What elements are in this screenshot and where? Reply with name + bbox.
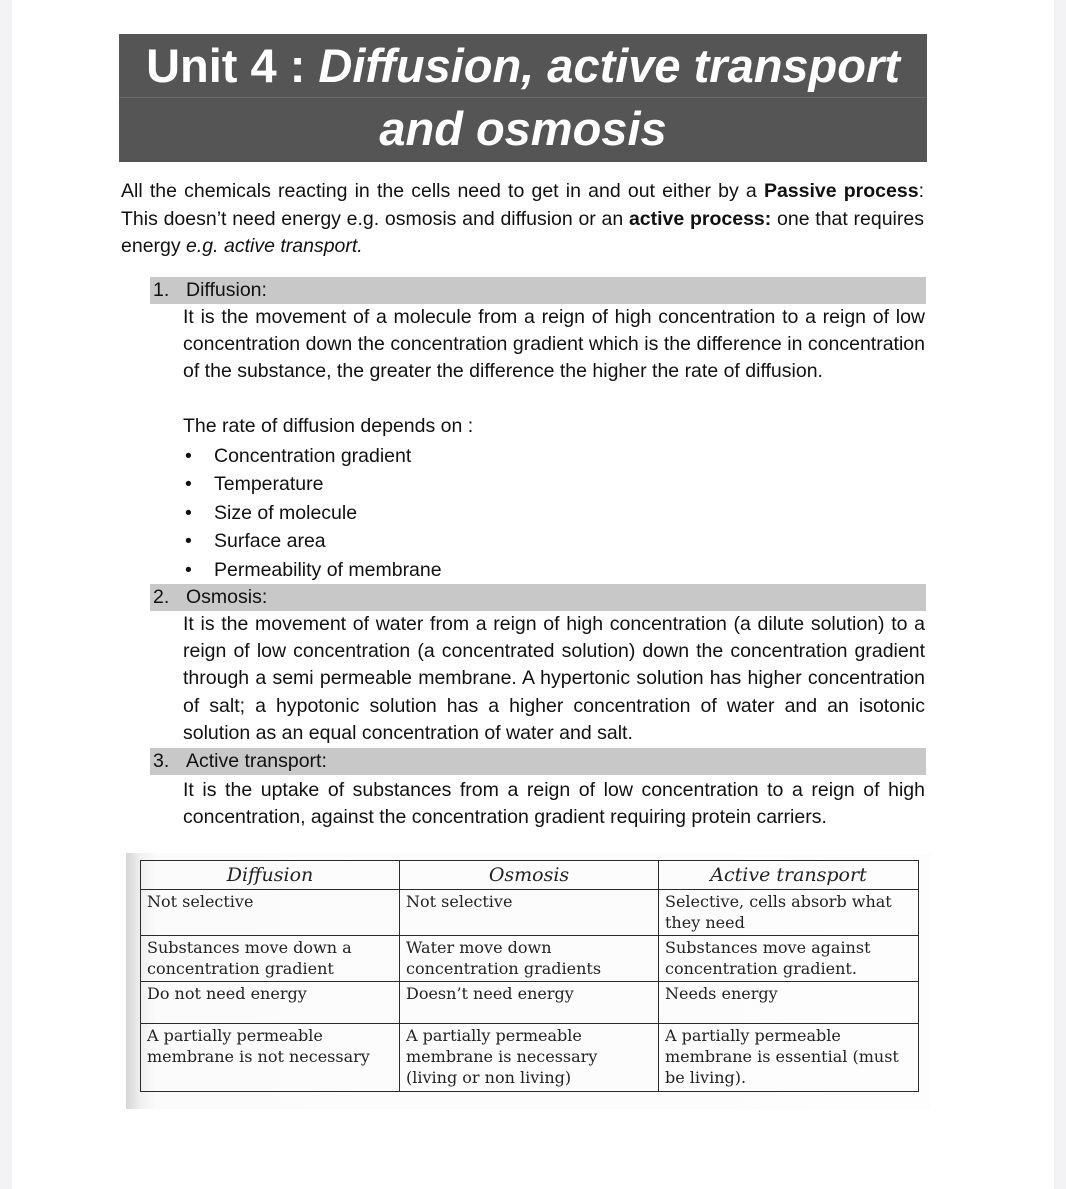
table-row [141, 982, 919, 1024]
rate-of-diffusion-intro: The rate of diffusion depends on : [183, 415, 474, 437]
section-title: Diffusion: [186, 279, 267, 301]
unit-title-topic: Diffusion, active transport [318, 39, 900, 92]
section-title: Active transport: [186, 750, 327, 772]
intro-text-1: All the chemicals reacting in the cells need to get in and out either by a [121, 180, 764, 202]
comparison-table [140, 860, 919, 1092]
intro-text-2: : This doesn’t need energy e.g. osmosis and diffusion or an [121, 180, 924, 230]
table-cell: A partially permeable membrane is necessary (living or non living) [400, 1024, 659, 1092]
intro-passive-process: Passive process [763, 180, 919, 202]
intro-paragraph [121, 178, 924, 261]
intro-text-3: one that requires energy [121, 207, 924, 257]
list-item-text: Size of molecule [214, 501, 358, 524]
table-row [141, 936, 919, 982]
bullet-icon: • [185, 501, 192, 524]
intro-active-process: active process: [628, 207, 772, 230]
column-header-osmosis: Osmosis [400, 861, 659, 890]
bullet-icon: • [185, 558, 192, 581]
list-item [183, 499, 442, 527]
intro-example: e.g. active transport. [186, 235, 363, 257]
bullet-icon: • [185, 473, 192, 496]
bullet-icon: • [185, 445, 192, 467]
unit-title-line-1 [119, 34, 927, 98]
table-cell: A partially permeable membrane is not necessary [141, 1024, 400, 1092]
table-cell: Not selective [141, 890, 400, 936]
diffusion-factors-list [183, 442, 442, 584]
list-item [183, 556, 442, 584]
column-header-diffusion: Diffusion [141, 861, 400, 890]
column-header-active-transport: Active transport [659, 861, 919, 890]
section-heading-active-transport [150, 748, 926, 775]
list-item-text: Concentration gradient [214, 445, 412, 467]
section-body-osmosis: It is the movement of water from a reign of high concentration (a dilute solution) to a reign of low concentration (a concentrated solution) down the concentration gradient through a semi permeable membrane. A hypertonic solution has higher concentration of salt; a hypotonic solution has a higher concentration of water and an isotonic solution as an equal concentration of water and salt. [183, 613, 925, 744]
list-item [183, 470, 442, 498]
list-item-text: Temperature [214, 473, 324, 496]
table-cell: A partially permeable membrane is essential (must be living). [659, 1024, 919, 1092]
table-cell: Substances move against concentration gradient. [659, 936, 919, 982]
unit-title-line-2: and osmosis [379, 102, 667, 155]
table-header-row [141, 861, 919, 890]
table-cell: Needs energy [659, 982, 919, 1024]
section-number: 1. [153, 279, 170, 301]
unit-title-number: Unit 4 : [146, 39, 319, 92]
list-item [183, 442, 442, 470]
table-cell: Selective, cells absorb what they need [659, 890, 919, 936]
bullet-icon: • [185, 530, 192, 553]
list-item-text: Surface area [214, 530, 326, 553]
table-row [141, 890, 919, 936]
section-heading-osmosis [150, 584, 926, 611]
section-heading-diffusion [150, 277, 926, 304]
table-cell: Water move down concentration gradients [400, 936, 659, 982]
table-row [141, 1024, 919, 1092]
unit-title-banner [119, 34, 927, 162]
table-cell: Do not need energy [141, 982, 400, 1024]
section-body-diffusion: It is the movement of a molecule from a reign of high concentration to a reign of low concentration down the concentration gradient which is the difference in concentration of the substance, the greater the difference the higher the rate of diffusion. [183, 306, 925, 383]
list-item-text: Permeability of membrane [214, 558, 442, 581]
table-cell: Substances move down a concentration gradient [141, 936, 400, 982]
table-cell: Doesn’t need energy [400, 982, 659, 1024]
section-number: 2. [153, 586, 170, 608]
list-item [183, 527, 442, 555]
section-body-active-transport: It is the uptake of substances from a reign of low concentration to a reign of high concentration, against the concentration gradient requiring protein carriers. [183, 779, 925, 829]
table-cell: Not selective [400, 890, 659, 936]
section-number: 3. [153, 750, 170, 772]
section-title: Osmosis: [186, 586, 268, 608]
